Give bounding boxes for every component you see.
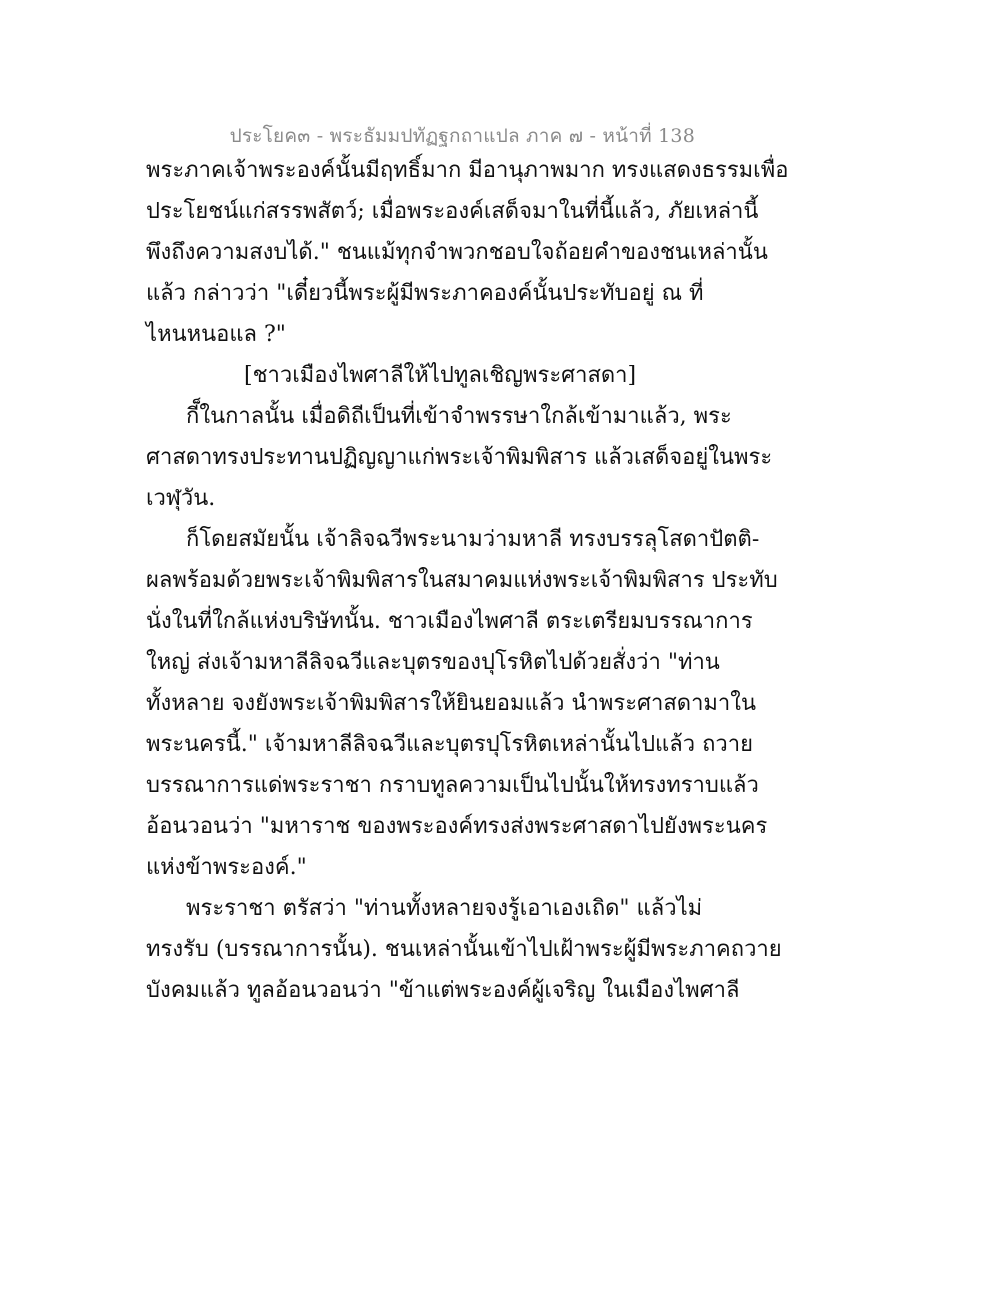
text-line: ก็โดยสมัยนั้น เจ้าลิจฉวีพระนามว่ามหาลี ทรงบรรลุโสดาปัตติ-	[186, 527, 760, 552]
text-line: พึงถึงความสงบได้." ชนแม้ทุกจำพวกชอบใจถ้อยคำของชนเหล่านั้น	[146, 240, 768, 265]
text-line: ประโยชน์แก่สรรพสัตว์; เมื่อพระองค์เสด็จมาในที่นี้แล้ว, ภัยเหล่านี้	[146, 199, 759, 224]
text-line: กี็ในกาลนั้น เมื่อดิถีเป็นที่เข้าจำพรรษาใกล้เข้ามาแล้ว, พระ	[186, 404, 732, 429]
text-line: ไหนหนอแล ?"	[146, 322, 286, 347]
text-line: บรรณาการแด่พระราชา กราบทูลความเป็นไปนั้นให้ทรงทราบแล้ว	[146, 773, 759, 798]
text-line: ทั้งหลาย จงยังพระเจ้าพิมพิสารให้ยินยอมแล้ว นำพระศาสดามาใน	[146, 691, 757, 716]
text-line: พระนครนี้." เจ้ามหาลีลิจฉวีและบุตรปุโรหิตเหล่านั้นไปแล้ว ถวาย	[146, 732, 753, 757]
text-line: พระราชา ตรัสว่า "ท่านทั้งหลายจงรู้เอาเองเถิด" แล้วไม่	[186, 896, 703, 921]
text-line: ใหญ่ ส่งเจ้ามหาลีลิจฉวีและบุตรของปุโรหิตไปด้วยสั่งว่า "ท่าน	[146, 650, 720, 675]
text-line: อ้อนวอนว่า "มหาราช ของพระองค์ทรงส่งพระศาสดาไปยังพระนคร	[146, 814, 768, 839]
text-line: ศาสดาทรงประทานปฏิญญาแก่พระเจ้าพิมพิสาร แล้วเสด็จอยู่ในพระ	[146, 445, 773, 470]
text-line: นั่งในที่ใกล้แห่งบริษัทนั้น. ชาวเมืองไพศาลี ตระเตรียมบรรณาการ	[146, 609, 753, 634]
text-line: เวฬุวัน.	[146, 486, 216, 511]
text-line: แล้ว กล่าวว่า "เดี๋ยวนี้พระผู้มีพระภาคองค์นั้นประทับอยู่ ณ ที่	[146, 281, 704, 306]
running-header: ประโยค๓ - พระธัมมปทัฏฐกถาแปล ภาค ๗ - หน้าที่ 138	[229, 125, 695, 147]
text-line: แห่งข้าพระองค์."	[146, 855, 307, 880]
text-line: ผลพร้อมด้วยพระเจ้าพิมพิสารในสมาคมแห่งพระเจ้าพิมพิสาร ประทับ	[146, 568, 778, 593]
text-line: ทรงรับ (บรรณาการนั้น). ชนเหล่านั้นเข้าไปเฝ้าพระผู้มีพระภาคถวาย	[146, 937, 782, 962]
text-line: พระภาคเจ้าพระองค์นั้นมีฤทธิ์มาก มีอานุภาพมาก ทรงแสดงธรรมเพื่อ	[146, 158, 789, 183]
body-text	[146, 150, 789, 1011]
section-heading: [ชาวเมืองไพศาลีให้ไปทูลเชิญพระศาสดา]	[244, 363, 637, 388]
text-line: บังคมแล้ว ทูลอ้อนวอนว่า "ข้าแต่พระองค์ผู้เจริญ ในเมืองไพศาลี	[146, 978, 740, 1003]
